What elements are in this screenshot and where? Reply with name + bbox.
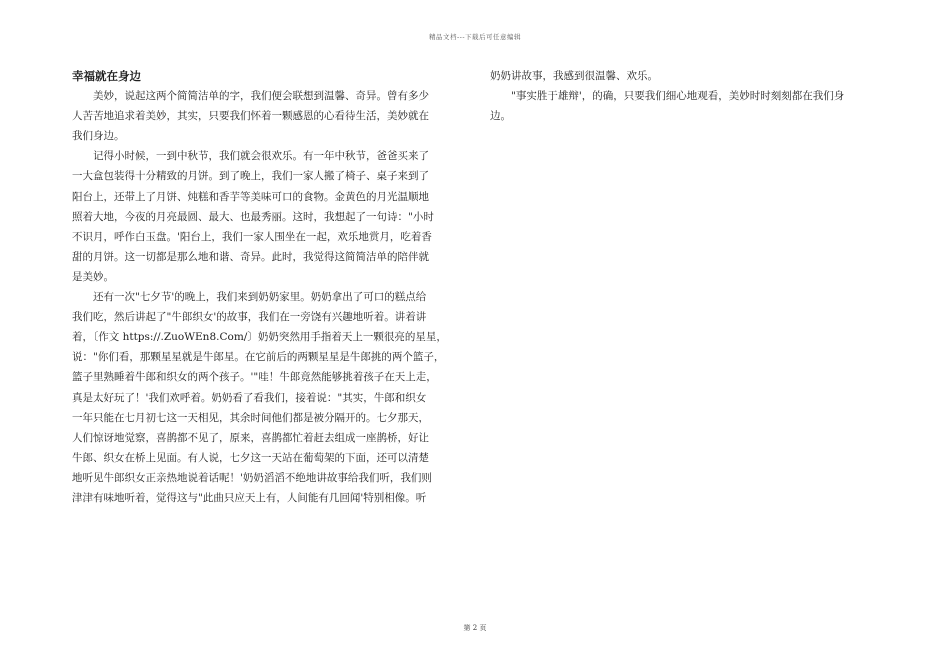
- text-line: 地听见牛郎织女正亲热地说着话呢！'奶奶滔滔不绝地讲故事给我们听，我们则: [72, 471, 432, 484]
- text-line: 记得小时候，一到中秋节，我们就会很欢乐。有一年中秋节，爸爸买来了: [93, 150, 429, 163]
- text-line: 边。: [490, 110, 511, 123]
- text-line: 着，〔作文 https://.ZuoWEn8.Com/〕奶奶突然用手指着天上一颗很亮的星星，: [72, 331, 447, 344]
- right-column-body: [490, 66, 882, 126]
- right-column: [490, 66, 882, 126]
- text-line: 津津有味地听着，觉得这与"此曲只应天上有，人间能有几回闻'特别相像。听: [72, 491, 427, 504]
- text-line: 人苦苦地追求着美妙，其实，只要我们怀着一颗感恩的心看待生活，美妙就在: [72, 110, 429, 123]
- page-number: 第 2 页: [463, 624, 487, 632]
- text-line: 不识月，呼作白玉盘。'阳台上，我们一家人围坐在一起，欢乐地赏月，吃着香: [72, 230, 432, 243]
- text-line: 是美妙。: [72, 270, 114, 283]
- text-line: 奶奶讲故事，我感到很温馨、欢乐。: [490, 70, 658, 82]
- text-line: 一年只能在七月初七这一天相见，其余时间他们都是被分隔开的。七夕那天，: [72, 411, 429, 424]
- text-line: 甜的月饼。这一切都是那么地和谐、奇异。此时，我觉得这简简洁单的陪伴就: [72, 250, 429, 263]
- text-line: 一大盒包装得十分精致的月饼。到了晚上，我们一家人搬了椅子、桌子来到了: [72, 170, 429, 183]
- text-line: 还有一次"七夕节'的晚上，我们来到奶奶家里。奶奶拿出了可口的糕点给: [93, 291, 427, 304]
- text-line: 说："你们看，那颗星星就是牛郎星。在它前后的两颗星星是牛郎挑的两个篮子，: [72, 351, 445, 364]
- text-line: 真是太好玩了！'我们欢呼着。奶奶看了看我们，接着说："其实，牛郎和织女: [72, 391, 427, 404]
- text-line: 美妙，说起这两个简简洁单的字，我们便会联想到温馨、奇异。曾有多少: [93, 90, 429, 103]
- text-line: 照着大地，今夜的月亮最圆、最大、也最秀丽。这时，我想起了一句诗："小时: [72, 210, 434, 223]
- text-line: 我们吃，然后讲起了"牛郎织女'的故事，我们在一旁饶有兴趣地听着。讲着讲: [72, 311, 427, 324]
- page-header: 精品文档---下载后可任意编辑: [428, 33, 522, 41]
- article-title: 幸福就在身边: [72, 69, 141, 83]
- left-column: [72, 66, 470, 508]
- text-line: 篮子里熟睡着牛郎和织女的两个孩子。'"哇！牛郎竟然能够挑着孩子在天上走，: [72, 371, 437, 384]
- text-line: "事实胜于雄辩'，的确，只要我们细心地观看，美妙时时刻刻都在我们身: [511, 90, 845, 103]
- text-line: 人们惊讶地觉察，喜鹊都不见了，原来，喜鹊都忙着赶去组成一座鹊桥，好让: [72, 431, 429, 444]
- text-line: 我们身边。: [72, 130, 125, 143]
- text-line: 阳台上，还带上了月饼、炖糕和香芋等美味可口的食物。金黄色的月光温顺地: [72, 190, 429, 203]
- text-line: 牛郎、织女在桥上见面。有人说，七夕这一天站在葡萄架的下面，还可以清楚: [72, 451, 429, 464]
- left-column-body: [72, 86, 470, 508]
